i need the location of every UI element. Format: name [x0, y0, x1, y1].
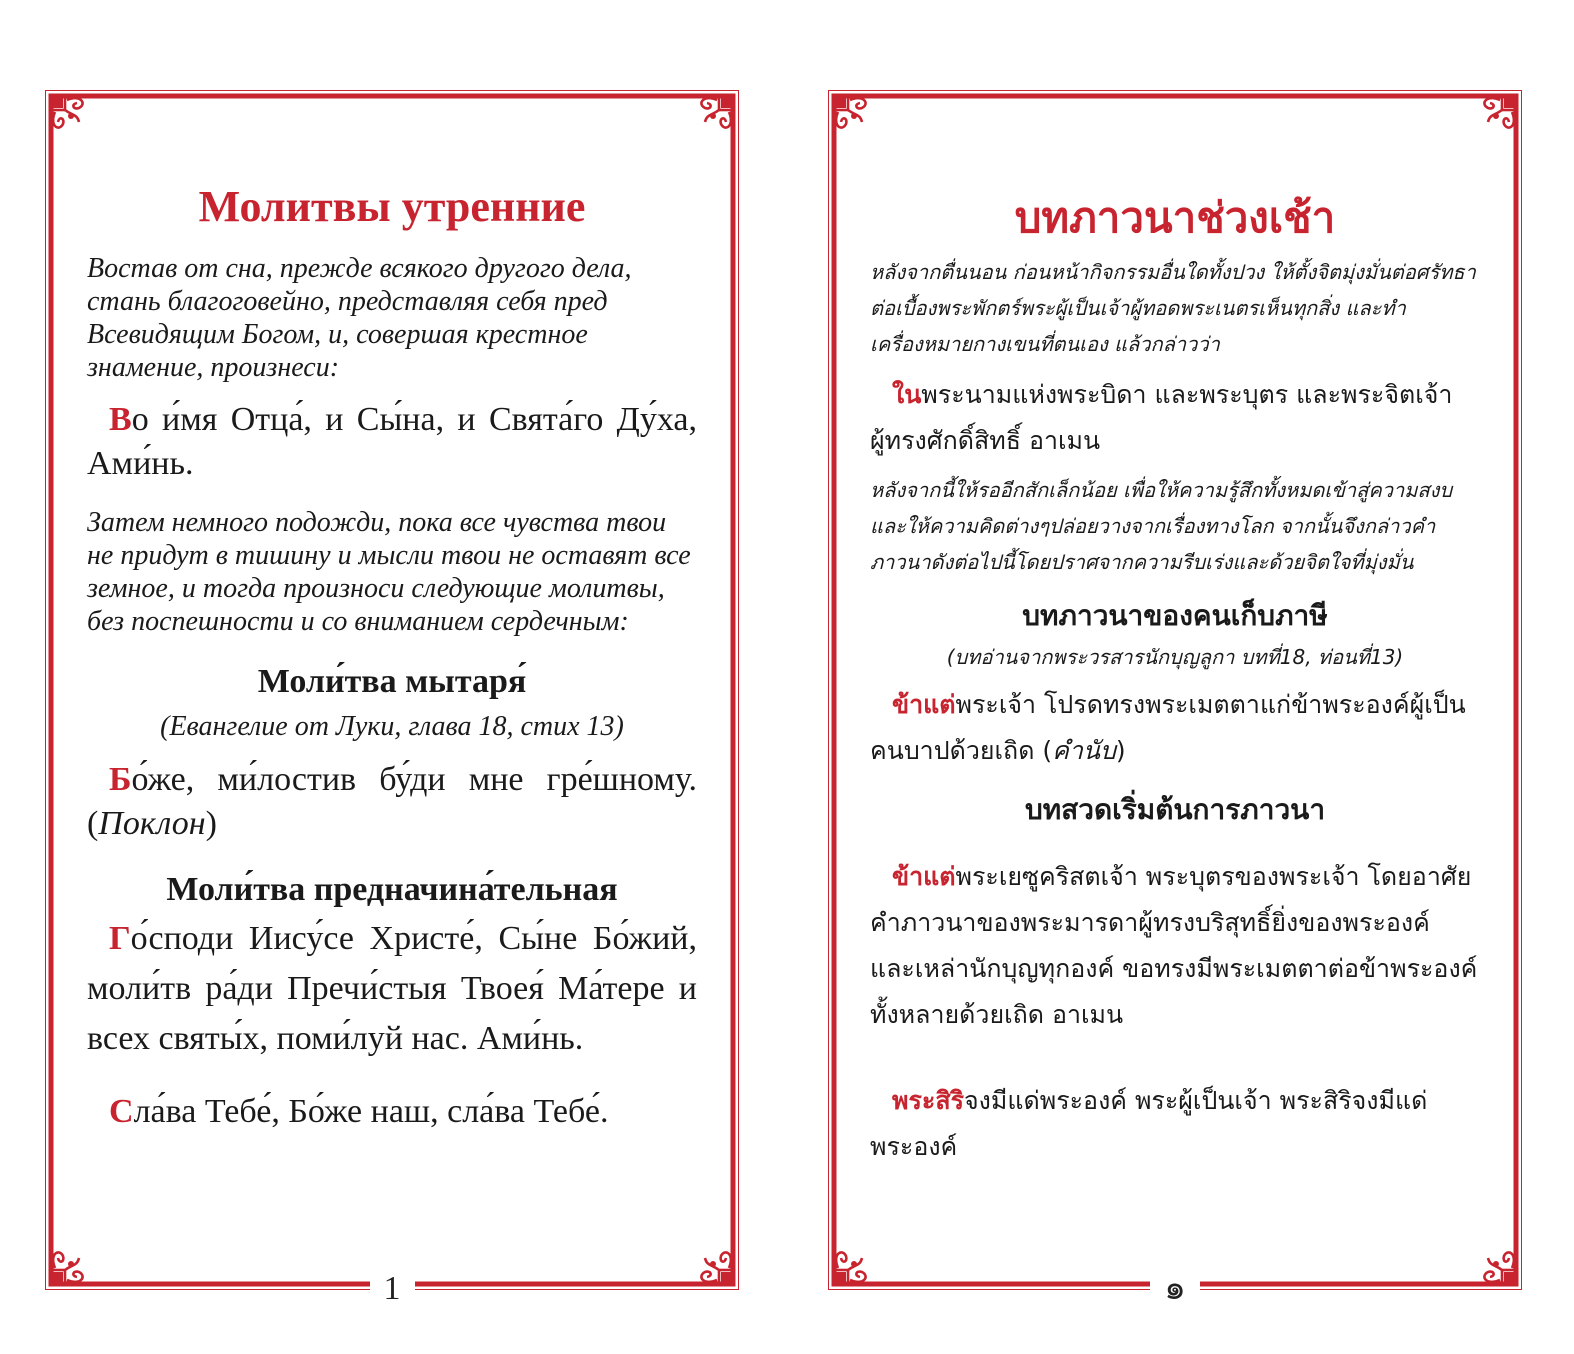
initial-prayer	[87, 914, 697, 1064]
corner-ornament-icon	[693, 92, 737, 136]
rubric-note: คำนับ	[1052, 736, 1116, 765]
intro-rubric: หลังจากตื่นนอน ก่อนหน้ากิจกรรมอื่นใดทั้งปวง ให้ตั้งจิตมุ่งมั่นต่อศรัทธาต่อเบื้องพระพักตร์พระผู้เป็นเจ้าผู้ทอดพระเนตรเห็นทุกสิ่ง และทำเครื่องหมายกางเขนที่ตนเอง แล้วกล่าวว่า	[870, 260, 1476, 356]
section-heading: บทสวดเริ่มต้นการภาวนา	[1024, 793, 1326, 826]
section-heading: บทภาวนาของคนเก็บภาษี	[1022, 599, 1328, 632]
prayer-text: о и́мя Отца́, и Сы́на, и Свята́го Ду́ха, Ами́нь.	[87, 401, 697, 482]
prayer-text: พระนามแห่งพระบิดา และพระบุตร และพระจิตเจ้าผู้ทรงศักดิ์สิทธิ์ อาเมน	[870, 380, 1453, 455]
scripture-reference: (บทอ่านจากพระวรสารนักบุญลูกา บทที่18, ท่อนที่13)	[946, 645, 1404, 669]
drop-initial: ข้าแต่	[892, 862, 956, 891]
page-number-value: 1	[370, 1270, 415, 1307]
drop-initial: Г	[109, 920, 131, 957]
intro-rubric: Востав от сна, прежде всякого другого дела, стань благоговейно, представляя себя пред Всевидящим Богом, и, совершая крестное знамение, произнеси:	[87, 253, 632, 383]
prayer-text: พระเจ้า โปรดทรงพระเมตตาแก่ข้าพระองค์ผู้เป็นคนบาปด้วยเถิด (	[870, 690, 1466, 765]
drop-initial: พระสิริ	[892, 1086, 965, 1115]
page-number	[45, 1270, 739, 1307]
paren-close: )	[205, 805, 217, 842]
page-content	[870, 90, 1480, 1290]
page-number-value: ๑	[1150, 1270, 1200, 1307]
glory-prayer	[870, 1078, 1480, 1170]
corner-ornament-icon	[1476, 92, 1520, 136]
page-left-russian	[45, 90, 739, 1307]
page-content	[87, 90, 697, 1290]
scripture-reference: (Евангелие от Луки, глава 18, стих 13)	[160, 711, 624, 742]
section-heading: Моли́тва мытаря́	[257, 663, 527, 700]
drop-initial: ข้าแต่	[892, 690, 956, 719]
corner-ornament-icon	[47, 92, 91, 136]
initial-prayer	[870, 854, 1480, 1038]
drop-initial: В	[109, 401, 132, 438]
drop-initial: Б	[109, 761, 132, 798]
page-title: บทภาวนาช่วงเช้า	[1014, 193, 1336, 242]
invocation-prayer	[87, 398, 697, 486]
page-right-thai	[828, 90, 1522, 1307]
instruction-rubric: Затем немного подожди, пока все чувства твои не придут в тишину и мысли твои не оставят все земное, и тогда произноси следующие молитвы, без поспешности и со вниманием сердечным:	[87, 507, 691, 637]
section-heading: Моли́тва предначина́тельная	[166, 871, 618, 908]
paren-close: )	[1115, 736, 1126, 765]
prayer-text: ла́ва Тебе́, Бо́же наш, сла́ва Тебе́.	[133, 1093, 609, 1130]
prayer-text: จงมีแด่พระองค์ พระผู้เป็นเจ้า พระสิริจงมีแด่พระองค์	[870, 1086, 1428, 1161]
corner-ornament-icon	[830, 92, 874, 136]
invocation-prayer	[870, 372, 1480, 464]
drop-initial: С	[109, 1093, 134, 1130]
page-title: Молитвы утренние	[198, 182, 586, 231]
instruction-rubric: หลังจากนี้ให้รออีกสักเล็กน้อย เพื่อให้ความรู้สึกทั้งหมดเข้าสู่ความสงบ และให้ความคิดต่างๆปล่อยวางจากเรื่องทางโลก จากนั้นจึงกล่าวคำภาวนาดังต่อไปนี้โดยปราศจากความรีบเร่งและด้วยจิตใจที่มุ่งมั่น	[870, 478, 1453, 574]
rubric-note: Поклон	[98, 805, 206, 842]
glory-prayer	[87, 1090, 697, 1134]
prayer-text: พระเยซูคริสตเจ้า พระบุตรของพระเจ้า โดยอาศัยคำภาวนาของพระมารดาผู้ทรงบริสุทธิ์ยิ่งของพระองค์ และเหล่านักบุญทุกองค์ ขอทรงมีพระเมตตาต่อข้าพระองค์ทั้งหลายด้วยเถิด อาเมน	[870, 862, 1478, 1029]
publican-prayer	[87, 758, 697, 846]
prayer-text: о́споди Иису́се Христе́, Сы́не Бо́жий, моли́тв ра́ди Пречи́стыя Твоея́ Ма́тере и всех святы́х, поми́луй нас. Ами́нь.	[87, 920, 697, 1057]
prayer-text: о́же, ми́лостив бу́ди мне гре́шному. (	[87, 761, 697, 842]
drop-initial: ใน	[892, 380, 922, 409]
publican-prayer	[870, 682, 1480, 774]
page-number	[828, 1270, 1522, 1307]
